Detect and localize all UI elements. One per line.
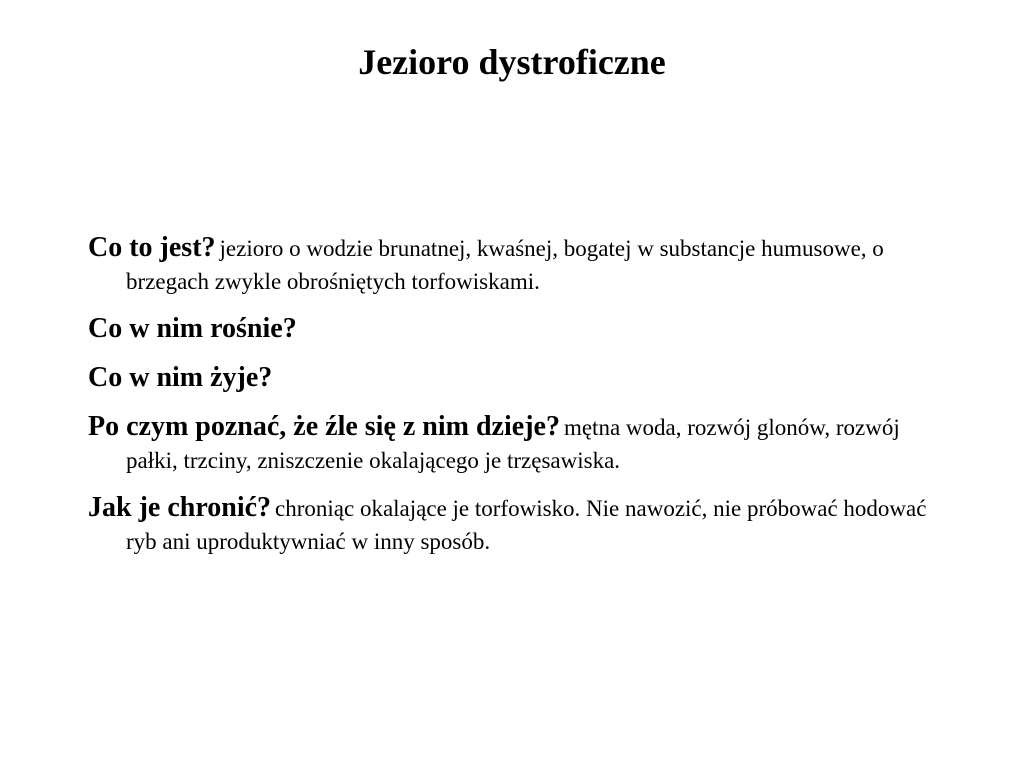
- answer-text: mętna woda, rozwój glonów, rozwój pałki, trzciny, zniszczenie okalającego je trzęsawiska.: [126, 415, 900, 473]
- question-text: Co w nim rośnie?: [88, 313, 297, 344]
- slide-title: Jezioro dystroficzne: [358, 42, 666, 82]
- answer-text: jezioro o wodzie brunatnej, kwaśnej, bogatej w substancje humusowe, o brzegach zwykle obrośniętych torfowiskami.: [126, 236, 884, 294]
- list-item-how-to-protect: [88, 490, 938, 558]
- question-text: Po czym poznać, że źle się z nim dzieje?: [88, 411, 560, 442]
- question-text: Jak je chronić?: [88, 492, 272, 523]
- list-item-what-is-it: [88, 230, 938, 298]
- question-text: Co w nim żyje?: [88, 362, 273, 393]
- content-list: [88, 230, 938, 571]
- list-item-what-grows: [88, 311, 938, 347]
- list-item-signs-of-trouble: [88, 409, 938, 477]
- answer-text: chroniąc okalające je torfowisko. Nie nawozić, nie próbować hodować ryb ani uproduktywniać w inny sposób.: [126, 496, 927, 554]
- list-item-what-lives: [88, 360, 938, 396]
- question-text: Co to jest?: [88, 232, 216, 263]
